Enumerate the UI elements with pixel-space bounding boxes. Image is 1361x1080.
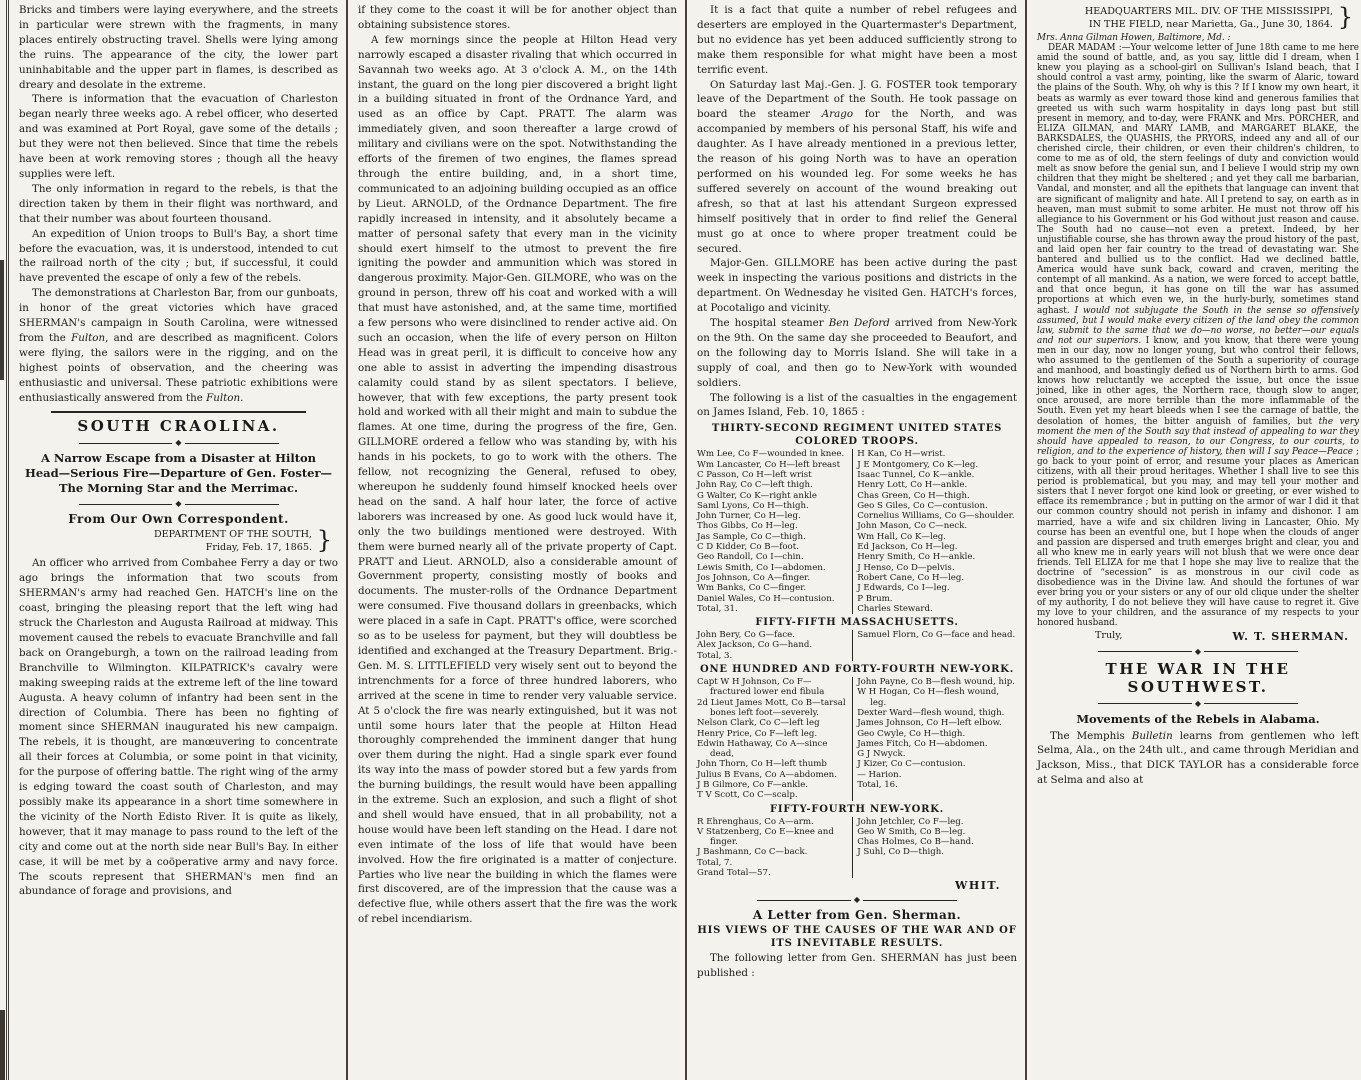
casualty-subcolumn-left bbox=[697, 677, 852, 801]
ornament-rule bbox=[79, 439, 279, 447]
casualty-entry: Wm Lee, Co F—wounded in knee. bbox=[697, 449, 845, 460]
column-4 bbox=[1025, 0, 1361, 1080]
casualty-entry: John Bery, Co G—face. bbox=[697, 630, 795, 641]
casualty-entry: J Bashmann, Co C—back. bbox=[697, 847, 808, 858]
casualty-list bbox=[697, 677, 1017, 801]
casualty-entry: Geo S Giles, Co C—contusion. bbox=[857, 500, 988, 511]
casualty-list bbox=[697, 449, 1017, 614]
caps-heading: THIRTY-SECOND REGIMENT UNITED STATES COLORED TROOPS. bbox=[711, 423, 1003, 448]
casualty-subcolumn-left bbox=[697, 630, 852, 661]
casualty-entry: J B Gilmore, Co F—ankle. bbox=[697, 779, 809, 790]
casualty-entry: John Ray, Co C—left thigh. bbox=[697, 480, 813, 491]
casualty-entry: Grand Total—57. bbox=[697, 868, 771, 879]
casualty-entry: Henry Lott, Co H—ankle. bbox=[857, 480, 968, 491]
article-paragraph: It is a fact that quite a number of rebel refugees and deserters are employed in the Quartermaster's Department, but no evidence has yet been adduced sufficiently strong to make them responsible for what might have been a most terrific event. bbox=[697, 4, 1017, 76]
scan-artifact bbox=[0, 1010, 5, 1080]
casualty-entry: J Suhl, Co D—thigh. bbox=[857, 847, 945, 858]
dateline-line: DEPARTMENT OF THE SOUTH, bbox=[153, 529, 312, 541]
signature-name: W. T. SHERMAN. bbox=[1232, 629, 1349, 643]
casualty-entry: Jos Johnson, Co A—finger. bbox=[697, 572, 811, 583]
diamond-ornament: ◆ bbox=[1194, 646, 1202, 656]
diamond-ornament: ◆ bbox=[175, 438, 182, 448]
article-paragraph: The only information in regard to the rebels, is that the direction taken by them in their flight was northward, and that their number was about fourteen thousand. bbox=[19, 182, 338, 225]
dateline bbox=[19, 528, 338, 554]
caps-heading: FIFTY-FIFTH MASSACHUSETTS. bbox=[755, 617, 959, 629]
casualty-entry: Jas Sample, Co C—thigh. bbox=[697, 531, 806, 542]
ornament-rule bbox=[757, 896, 957, 904]
article-subtitle: Movements of the Rebels in Alabama. bbox=[1076, 711, 1320, 726]
casualty-subcolumn-right bbox=[852, 630, 1017, 661]
ornament-rule bbox=[1098, 700, 1298, 708]
casualty-entry: John Mason, Co C—neck. bbox=[857, 521, 968, 532]
casualty-list bbox=[697, 630, 1017, 661]
article-paragraph: On Saturday last Maj.-Gen. J. G. FOSTER took temporary leave of the Department of the South. He took passage on board the steamer Arago for the North, and was accompanied by members of his personal Staff, his wife and daughter. As I have already mentioned in a previous letter, the reason of his going North was to have an operation performed on his wounded leg. For some weeks he has suffered severely on account of the wound breaking out afresh, so that at last his attendant Surgeon expressed himself positively that in order to find relief the General must go at once to where proper treatment could be secured. bbox=[697, 78, 1017, 255]
brace-glyph: } bbox=[316, 526, 332, 555]
article-paragraph: The demonstrations at Charleston Bar, from our gunboats, in honor of the great victories which have graced SHERMAN's campaign in South Carolina, were witnessed from the Fulton, and are described as magnificent. Colors were flying, the sailors were in the rigging, and on the highest points of observation, and the cheering was enthusiastic and universal. These patriotic exhibitions were enthusiastically answered from the Fulton. bbox=[19, 287, 339, 404]
column-1 bbox=[6, 0, 346, 1080]
article-paragraph: A few mornings since the people at Hilton Head very narrowly escaped a disaster rivaling that which occurred in Savannah two weeks ago. At 3 o'clock A. M., on the 14th instant, the guard on the long pier discovered a bright light in a building situated in front of the Ordnance Yard, and used as an office by Capt. PRATT. The alarm was immediately given, and soon thereafter a large crowd of military and civilians were on the spot. Notwithstanding the efforts of the firemen of two engines, the flames spread through the entire building, and, in a short time, communicated to an adjoining building occupied as an office by Lieut. ARNOLD, of the Ordnance Department. The fire rapidly increased in intensity, and it absolutely became a matter of personal safety that every man in the vicinity should exert himself to the utmost to prevent the fire igniting the powder and ammunition which was stored in dangerous proximity. Major-Gen. GILMORE, who was on the ground in person, threw off his coat and worked with a will that must have astonished, and, at the same time, mortified a few persons who were disinclined to render active aid. On such an occasion, when the life of every person on Hilton Head was in great peril, it is difficult to conceive how any one able to assist in adverting the impending disastrous calamity could stand by as silent spectators. I believe, however, that with few exceptions, the party present took hold and worked with all their might and main to subdue the flames. At one time, during the progress of the fire, Gen. GILLMORE ordered a fellow who was standing by, with his hands in his pockets, to go to work with the others. The fellow, not recognizing the General, refused to obey, whereupon he suddenly found himself knocked heels over head on the sand. A half hour later, the force of active laborers was increased by one. As good luck would have it, only the two buildings mentioned were destroyed. With them were burned nearly all of the private property of Capt. PRATT and Lieut. ARNOLD, also a considerable amount of Government property, consisting mostly of books and documents. The muster-rolls of the Ordnance Department were consumed. Five thousand dollars in greenbacks, which were placed in a safe in Capt. PRATT's office, were scorched so as to be useless for payment, but they will doubtless be identified and exchanged at the Treasury Department. Brig.-Gen. M. S. LITTLEFIELD very wisely sent out to beyond the intrenchments for a force of three hundred laborers, who arrived at the scene in time to render very valuable service. At 5 o'clock the fire was nearly extinguished, but it was not until some hours later that the people at Hilton Head thoroughly comprehended the imminent danger that hung over them during the night. Had a single spark ever found its way into the mass of powder stored but a few yards from the burning buildings, the result would have been appalling in the extreme. Such an explosion, and such a flight of shot and shell would have ensued, that in all probability, not a house would have been left standing on the Head. I dare not even intimate of the loss of life that would have been involved. How the fire originated is a matter of conjecture. Parties who live near the building in which the flames were first discovered, are of the impression that the cause was a defective flue, while others assert that the fire was the work of rebel incendiarism. bbox=[358, 33, 677, 926]
casualty-entry: Geo Cwyle, Co H—thigh. bbox=[857, 728, 966, 739]
casualty-subcolumn-right bbox=[852, 677, 1017, 801]
article-paragraph: There is information that the evacuation of Charleston began nearly three weeks ago. A rebel officer, who deserted and was examined at Port Royal, gave some of the details ; but they were not then believed. Since that time the rebels have been at work removing stores ; though all the heavy supplies were left. bbox=[19, 93, 338, 180]
casualty-entry: J E Montgomery, Co K—leg. bbox=[857, 459, 979, 470]
letter-paragraph: DEAR MADAM :—Your welcome letter of June 18th came to me here amid the sound of battle, and, as you say, little did I dream, when I knew you playing as a school-girl on Sullivan's Island beach, that I should control a vast army, pointing, like the swarm of Alaric, toward the plains of the South. Why, oh why is this ? If I know my own heart, it beats as warmly as ever toward those kind and generous families that greeted us with such warm hospitality in days long past but still present in memory, and to-day, were FRANK and Mrs. PORCHER, and ELIZA GILMAN, and MARY LAMB, and MARGARET BLAKE, the BARKSDALES, the QUASHIS, the PRYORS, indeed any and all of our cherished circle, their children, or even their children's children, to come to me as of old, the stern feelings of duty and conviction would melt as snow before the genial sun, and I believe I would strip my own children that they might be sheltered ; and yet they call me barbarian, Vandal, and monster, and all the epithets that language can invent that are significant of malignity and hate. All I pretend to say, on earth as in heaven, man must submit to some arbiter. He must not throw off his allegiance to his Government or his God without just reason and cause. The South had no cause—not even a pretext. Indeed, by her unjustifiable course, she has thrown away the proud history of the past, and laid open her fair country to the tread of devastating war. She bantered and bullied us to the conflict. Had we declined battle, America would have sunk back, coward and craven, meriting the contempt of all mankind. As a nation, we were forced to accept battle, and that once begun, it has gone on till the war has assumed proportions at which even we, in the hurly-burly, sometimes stand aghast. I would not subjugate the South in the sense so offensively assumed, but I would make every citizen of the land obey the common law, submit to the same that we do—no worse, no better—our equals and not our superiors. I know, and you know, that there were young men in our day, now no longer young, but who control their fellows, who assumed to the gentlemen of the South a superiority of courage and manhood, and boastingly defied us of Northern birth to arms. God knows how reluctantly we accepted the issue, but once the issue joined, like in other ages, the Northern race, though slow to anger, once aroused, are more terrible than the more inflammable of the South. Even yet my heart bleeds when I see the carnage of battle, the desolation of homes, the bitter anguish of families, but the very moment the men of the South say that instead of appealing to war they should have appealed to reason, to our Congress, to our courts, to religion, and to the experience of history, then will I say Peace—Peace ; go back to your point of error, and resume your places as American citizens, with all their proud heritages. Whether I shall live to see this period is problematical, but you may, and may tell your mother and sisters that I never forgot one kind look or greeting, or ever wished to efface its remembrance ; but in putting on the armor of war I did it that our common country should not perish in infamy and dishonor. I am married, have a wife and six children living in Lancaster, Ohio. My course has been an eventful one, but I hope when the clouds of anger and passion are dispersed and truth emerges bright and clear, you and all who knew me in early years will not blush that we were once dear friends. Tell ELIZA for me that I hope she may live to realize that the doctrine of “secession” is as monstrous in our civil code as disobedience was in the Divine law. And should the fortunes of war ever bring you or your sisters or any of our old clique under the shelter of my authority, I do not believe they will have cause to regret it. Give my love to your children, and the assurance of my respects to your honored husband. bbox=[1037, 43, 1360, 629]
minor-heading: A Letter from Gen. Sherman. bbox=[752, 908, 962, 923]
minor-heading: From Our Own Correspondent. bbox=[68, 512, 289, 527]
caps-heading: FIFTY-FOURTH NEW-YORK. bbox=[769, 803, 945, 815]
casualty-entry: John Turner, Co H—leg. bbox=[697, 511, 801, 522]
casualty-list bbox=[697, 817, 1017, 879]
casualty-subcolumn-left bbox=[697, 817, 852, 879]
casualty-entry: Edwin Hathaway, Co A—since dead, bbox=[697, 738, 828, 760]
casualty-entry: 2d Lieut James Mott, Co B—tarsal bones left foot—severely. bbox=[697, 697, 846, 718]
casualty-entry: — Harion. bbox=[857, 769, 902, 780]
brace-glyph: } bbox=[1337, 3, 1353, 32]
casualty-entry: H Kan, Co H—wrist. bbox=[857, 449, 946, 460]
diamond-ornament: ◆ bbox=[175, 499, 182, 509]
article-paragraph: The Memphis Bulletin learns from gentlemen who left Selma, Ala., on the 24th ult., and came through Meridian and Jackson, Miss., that DICK TAYLOR has a considerable force at Selma and also at bbox=[1037, 729, 1359, 787]
casualty-entry: John Thorn, Co H—left thumb bbox=[697, 759, 827, 770]
casualty-entry: Henry Price, Co F—left leg. bbox=[697, 728, 818, 739]
diamond-ornament: ◆ bbox=[1194, 698, 1202, 708]
casualty-entry: Total, 3. bbox=[697, 650, 733, 661]
casualty-entry: Total, 31. bbox=[697, 603, 738, 614]
casualty-entry: Thos Gibbs, Co H—leg. bbox=[697, 521, 798, 532]
casualty-entry: Wm Banks, Co C—finger. bbox=[697, 583, 807, 594]
casualty-entry: Henry Smith, Co H—ankle. bbox=[857, 552, 976, 563]
casualty-entry: T V Scott, Co C—scalp. bbox=[697, 790, 798, 801]
article-paragraph: Major-Gen. GILLMORE has been active during the past week in inspecting the various positions and districts in the department. On Wednesday he visited Gen. HATCH's forces, at Pocotaligo and vicinity. bbox=[697, 257, 1017, 315]
divider-rule bbox=[51, 411, 306, 413]
casualty-entry: V Statzenberg, Co E—knee and finger. bbox=[697, 826, 834, 848]
section-title: THE WAR IN THE SOUTHWEST. bbox=[1105, 659, 1291, 696]
ornament-rule bbox=[1098, 648, 1298, 656]
casualty-entry: Dexter Ward—flesh wound, thigh. bbox=[857, 707, 1005, 718]
casualty-entry: Ed Jackson, Co H—leg. bbox=[857, 542, 958, 553]
signature: WHIT. bbox=[955, 879, 1001, 893]
article-paragraph: The following letter from Gen. SHERMAN has just been published : bbox=[697, 952, 1017, 980]
casualty-entry: Wm Lancaster, Co H—left breast bbox=[697, 459, 841, 470]
casualty-entry: P Brum. bbox=[857, 593, 893, 604]
dateline-line: HEADQUARTERS MIL. DIV. OF THE MISSISSIPPI, bbox=[1084, 6, 1333, 17]
casualty-entry: G Walter, Co K—right ankle bbox=[697, 490, 817, 501]
casualty-subcolumn-right bbox=[852, 817, 1017, 879]
casualty-entry: C D Kidder, Co B—foot. bbox=[697, 542, 799, 553]
article-paragraph: The hospital steamer Ben Deford arrived from New-York on the 9th. On the same day she proceeded to Beaufort, and on the following day to Morris Island. She will take in a supply of coal, and then go to New-York with wounded soldiers. bbox=[697, 317, 1017, 389]
scan-artifact bbox=[0, 260, 4, 380]
article-paragraph: An expedition of Union troops to Bull's Bay, a short time before the evacuation, was, it is understood, intended to cut the railroad north of the city ; but, if successful, it could have prevented the escape of only a few of the rebels. bbox=[19, 227, 338, 285]
casualty-entry: Lewis Smith, Co I—abdomen. bbox=[697, 562, 826, 573]
casualty-entry: Alex Jackson, Co G—hand. bbox=[697, 640, 813, 651]
dateline-line: Friday, Feb. 17, 1865. bbox=[205, 542, 312, 554]
casualty-entry: John Jetchler, Co F—leg. bbox=[857, 816, 964, 827]
casualty-entry: Geo Randoll, Co I—chin. bbox=[697, 552, 804, 563]
casualty-entry: Chas Green, Co H—thigh. bbox=[857, 490, 970, 501]
caps-heading: ONE HUNDRED AND FORTY-FOURTH NEW-YORK. bbox=[699, 664, 1014, 676]
casualty-subcolumn-right bbox=[852, 449, 1017, 614]
casualty-entry: Total, 16. bbox=[857, 779, 898, 790]
article-subtitle: A Narrow Escape from a Disaster at Hilton Head—Serious Fire—Departure of Gen. Foster—The Morning Star and the Merrimac. bbox=[24, 451, 333, 496]
casualty-entry: Charles Steward. bbox=[857, 603, 933, 614]
ornament-rule bbox=[79, 500, 279, 508]
article-paragraph: Bricks and timbers were laying everywhere, and the streets in particular were strewn with the fragments, in many places entirely obstructing travel. Shells were lying among the ruins. The appearance of the city, the lower part uninhabitable and the upper part in flames, is described as dreary and desolate in the extreme. bbox=[19, 4, 338, 91]
column-3 bbox=[685, 0, 1025, 1080]
column-2 bbox=[346, 0, 685, 1080]
dateline-line: IN THE FIELD, near Marietta, Ga., June 30, 1864. bbox=[1088, 19, 1333, 30]
section-title: SOUTH CRAOLINA. bbox=[77, 417, 280, 436]
diamond-ornament: ◆ bbox=[853, 895, 861, 905]
casualty-entry: Capt W H Johnson, Co F—fractured lower end fibula bbox=[697, 677, 825, 698]
casualty-entry: Wm Hall, Co K—leg. bbox=[857, 531, 947, 542]
article-paragraph: The following is a list of the casualties in the engagement on James Island, Feb. 10, 1865 : bbox=[697, 391, 1017, 419]
casualty-entry: R Ehrenghaus, Co A—arm. bbox=[697, 816, 814, 827]
casualty-entry: W H Hogan, Co H—flesh wound, leg. bbox=[857, 687, 1000, 708]
casualty-entry: James Johnson, Co H—left elbow. bbox=[857, 718, 1002, 729]
casualty-entry: Julius B Evans, Co A—abdomen. bbox=[697, 769, 837, 780]
letter-salutation: Mrs. Anna Gilman Howen, Baltimore, Md. : bbox=[1037, 33, 1231, 43]
casualty-entry: Nelson Clark, Co C—left leg bbox=[697, 718, 820, 729]
casualty-entry: Saml Lyons, Co H—thigh. bbox=[697, 500, 809, 511]
casualty-entry: J Henso, Co D—pelvis. bbox=[857, 562, 955, 573]
dateline bbox=[1037, 5, 1359, 31]
article-paragraph: if they come to the coast it will be for another object than obtaining subsistence stores. bbox=[358, 4, 677, 31]
casualty-entry: J Kizer, Co C—contusion. bbox=[857, 759, 966, 770]
casualty-entry: Geo W Smith, Co B—leg. bbox=[857, 826, 966, 837]
casualty-entry: Total, 7. bbox=[697, 857, 733, 868]
caps-heading: HIS VIEWS OF THE CAUSES OF THE WAR AND OF ITS INEVITABLE RESULTS. bbox=[697, 925, 1017, 950]
casualty-entry: Daniel Wales, Co H—contusion. bbox=[697, 593, 835, 604]
casualty-subcolumn-left bbox=[697, 449, 852, 614]
casualty-entry: C Passon, Co H—left wrist bbox=[697, 469, 812, 480]
casualty-entry: John Payne, Co B—flesh wound, hip. bbox=[857, 677, 1016, 688]
signature-closing: Truly, bbox=[1095, 629, 1123, 641]
casualty-entry: Robert Cane, Co H—leg. bbox=[857, 572, 965, 583]
casualty-entry: Isaac Tunnel, Co K—ankle. bbox=[857, 469, 975, 480]
article-paragraph: An officer who arrived from Combahee Ferry a day or two ago brings the information that two scouts from SHERMAN's army had reached Gen. HATCH's line on the coast, bringing the pleasing report that the left wing had struck the Charleston and Augusta Railroad at midway. This movement caused the rebels to evacuate Branchville and fall back on Orangeburgh, a town on the railroad leading from Branchville to Wilmington. KILPATRICK's cavalry were making sweeping raids at the extreme left of the line toward Augusta. A heavy column of infantry had been sent in the direction of Columbia. There has been no fighting of moment since SHERMAN inaugurated his new campaign. The rebels, it is thought, are manœuvering to concentrate all their forces at Columbia, or some point in that vicinity, for the purpose of offering battle. The right wing of the army is edging toward the coast south of Charleston, and may possibly make its appearance in a short time somewhere in the vicinity of the North Edisto River. It is quite as likely, however, that it may manage to pass round to the left of the city and come out at the north side near Bull's Bay. In either case, it will be met by a coöperative army and navy force. The scouts represent that SHERMAN's men find an abundance of forage and provisions, and bbox=[19, 557, 338, 898]
signature-row bbox=[1037, 629, 1359, 644]
casualty-entry: Samuel Florn, Co G—face and head. bbox=[857, 630, 1016, 641]
casualty-entry: Cornelius Williams, Co G—shoulder. bbox=[857, 511, 1015, 522]
casualty-entry: Chas Holmes, Co B—hand. bbox=[857, 837, 974, 848]
casualty-entry: G J Nwyck. bbox=[857, 749, 906, 760]
casualty-entry: J Edwards, Co I—leg. bbox=[857, 583, 950, 594]
casualty-entry: James Fitch, Co H—abdomen. bbox=[857, 738, 988, 749]
